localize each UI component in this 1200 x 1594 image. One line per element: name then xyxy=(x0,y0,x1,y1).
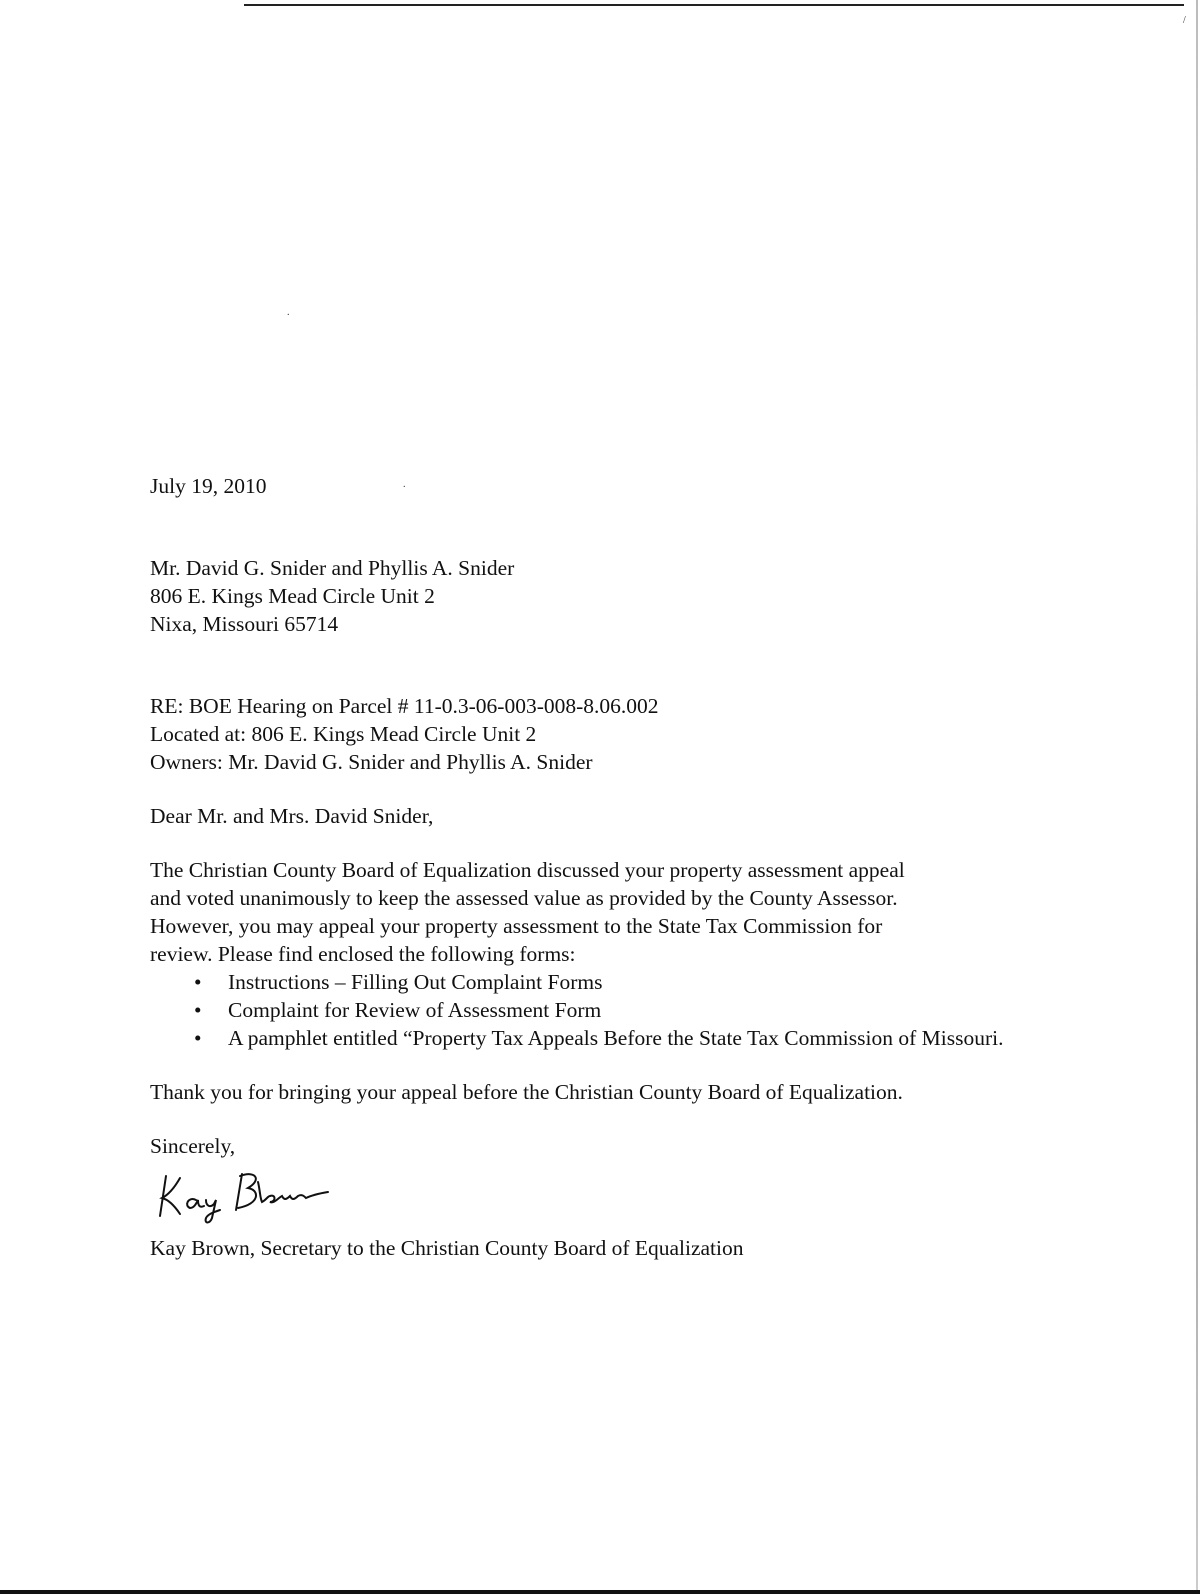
subject-line: RE: BOE Hearing on Parcel # 11-0.3-06-003-008-8.06.002 xyxy=(150,694,659,718)
enclosure-item: Instructions – Filling Out Complaint Forms xyxy=(228,970,603,994)
body-paragraph xyxy=(150,856,1050,968)
recipient-line: Nixa, Missouri 65714 xyxy=(150,612,339,636)
scan-speck: . xyxy=(287,307,290,318)
bullet-icon: • xyxy=(194,998,202,1022)
salutation: Dear Mr. and Mrs. David Snider, xyxy=(150,804,434,828)
bullet-icon: • xyxy=(194,1026,202,1050)
signer-name: Kay Brown, Secretary to the Christian County Board of Equalization xyxy=(150,1236,744,1260)
body-line: and voted unanimously to keep the assessed value as provided by the County Assessor. xyxy=(150,886,898,910)
closing: Sincerely, xyxy=(150,1134,236,1158)
scan-border-bottom xyxy=(0,1590,1200,1594)
list-item xyxy=(150,1024,1018,1052)
recipient-line: Mr. David G. Snider and Phyllis A. Snider xyxy=(150,556,515,580)
list-item xyxy=(150,996,1018,1024)
subject-block xyxy=(150,692,1050,776)
list-item xyxy=(150,968,1018,996)
bullet-icon: • xyxy=(194,970,202,994)
scan-border-right xyxy=(1196,0,1198,1594)
recipient-line: 806 E. Kings Mead Circle Unit 2 xyxy=(150,584,435,608)
enclosure-list xyxy=(150,968,1050,1052)
body-line: However, you may appeal your property assessment to the State Tax Commission for xyxy=(150,914,883,938)
subject-line: Owners: Mr. David G. Snider and Phyllis A. Snider xyxy=(150,750,593,774)
enclosure-item: Complaint for Review of Assessment Form xyxy=(228,998,602,1022)
thank-you-line: Thank you for bringing your appeal before the Christian County Board of Equalization. xyxy=(150,1080,903,1104)
scan-border-top xyxy=(244,4,1184,6)
body-line: The Christian County Board of Equalization discussed your property assessment appeal xyxy=(150,858,905,882)
subject-line: Located at: 806 E. Kings Mead Circle Unit 2 xyxy=(150,722,537,746)
enclosure-item: A pamphlet entitled “Property Tax Appeals Before the State Tax Commission of Missouri. xyxy=(228,1026,1004,1050)
recipient-address xyxy=(150,554,1050,638)
letter-date: July 19, 2010 xyxy=(150,474,267,498)
letter-body xyxy=(150,472,1050,1262)
scan-speck: / xyxy=(1183,15,1186,26)
scan-speck: . xyxy=(403,479,406,490)
body-line: review. Please find enclosed the following forms: xyxy=(150,942,576,966)
handwritten-signature xyxy=(152,1166,342,1226)
